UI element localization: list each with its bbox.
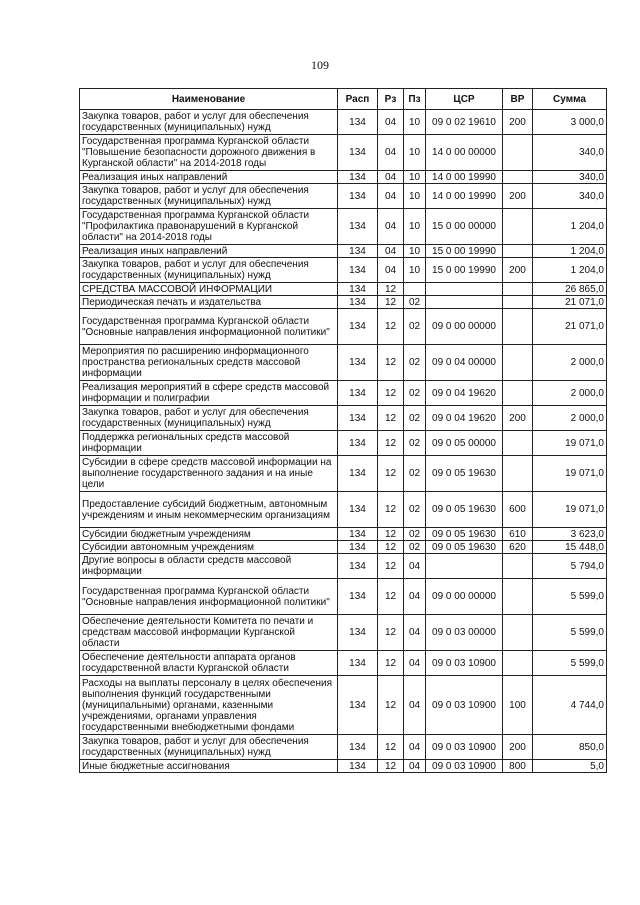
cell-vr (503, 283, 533, 296)
cell-sum: 5 599,0 (533, 579, 607, 615)
cell-name: Закупка товаров, работ и услуг для обеспечения государственных (муниципальных) нужд (80, 258, 338, 283)
cell-csr (426, 554, 503, 579)
cell-pz: 04 (404, 615, 426, 651)
cell-sum: 2 000,0 (533, 406, 607, 431)
cell-pz: 02 (404, 541, 426, 554)
cell-pz: 10 (404, 245, 426, 258)
cell-sum: 340,0 (533, 184, 607, 209)
cell-csr: 09 0 04 19620 (426, 406, 503, 431)
cell-vr: 600 (503, 492, 533, 528)
cell-sum: 1 204,0 (533, 245, 607, 258)
cell-pz: 02 (404, 381, 426, 406)
cell-rasp: 134 (338, 381, 378, 406)
cell-rasp: 134 (338, 171, 378, 184)
table-row (80, 245, 607, 258)
cell-rz: 12 (378, 615, 404, 651)
cell-pz: 10 (404, 258, 426, 283)
cell-rz: 04 (378, 209, 404, 245)
cell-csr: 09 0 05 19630 (426, 528, 503, 541)
cell-name: Реализация иных направлений (80, 171, 338, 184)
cell-csr: 09 0 05 19630 (426, 456, 503, 492)
cell-sum: 850,0 (533, 735, 607, 760)
table-row (80, 309, 607, 345)
table-row (80, 651, 607, 676)
cell-csr: 15 0 00 00000 (426, 209, 503, 245)
cell-vr (503, 456, 533, 492)
cell-rasp: 134 (338, 209, 378, 245)
cell-rasp: 134 (338, 554, 378, 579)
cell-vr: 200 (503, 406, 533, 431)
cell-pz: 04 (404, 735, 426, 760)
cell-name: Поддержка региональных средств массовой информации (80, 431, 338, 456)
cell-pz: 04 (404, 676, 426, 735)
header-pz: Пз (404, 89, 426, 110)
table-row (80, 528, 607, 541)
cell-name: Расходы на выплаты персоналу в целях обеспечения выполнения функций государственными (муниципальными) органами, казенными учреждениями, органами управления государственными внебюджетными фондами (80, 676, 338, 735)
cell-rasp: 134 (338, 110, 378, 135)
cell-rasp: 134 (338, 283, 378, 296)
cell-sum: 340,0 (533, 135, 607, 171)
cell-rasp: 134 (338, 345, 378, 381)
header-csr: ЦСР (426, 89, 503, 110)
cell-sum: 3 623,0 (533, 528, 607, 541)
cell-name: Закупка товаров, работ и услуг для обеспечения государственных (муниципальных) нужд (80, 735, 338, 760)
cell-name: Реализация иных направлений (80, 245, 338, 258)
cell-csr: 14 0 00 00000 (426, 135, 503, 171)
cell-sum: 5 794,0 (533, 554, 607, 579)
cell-rz: 12 (378, 296, 404, 309)
cell-sum: 340,0 (533, 171, 607, 184)
cell-sum: 26 865,0 (533, 283, 607, 296)
cell-csr: 09 0 05 19630 (426, 541, 503, 554)
table-row (80, 258, 607, 283)
table-row (80, 345, 607, 381)
table-row (80, 760, 607, 773)
cell-rasp: 134 (338, 406, 378, 431)
cell-csr: 09 0 02 19610 (426, 110, 503, 135)
cell-csr: 15 0 00 19990 (426, 258, 503, 283)
cell-rasp: 134 (338, 615, 378, 651)
cell-vr: 800 (503, 760, 533, 773)
cell-csr (426, 296, 503, 309)
cell-sum: 5 599,0 (533, 651, 607, 676)
table-row (80, 296, 607, 309)
cell-sum: 3 000,0 (533, 110, 607, 135)
cell-rasp: 134 (338, 528, 378, 541)
cell-vr: 200 (503, 735, 533, 760)
cell-rasp: 134 (338, 431, 378, 456)
cell-rasp: 134 (338, 135, 378, 171)
cell-sum: 5,0 (533, 760, 607, 773)
cell-name: Обеспечение деятельности Комитета по печати и средствам массовой информации Курганской области (80, 615, 338, 651)
cell-vr (503, 554, 533, 579)
cell-rz: 12 (378, 492, 404, 528)
cell-pz: 10 (404, 135, 426, 171)
table-row (80, 431, 607, 456)
cell-vr (503, 245, 533, 258)
cell-rz: 12 (378, 541, 404, 554)
cell-pz: 04 (404, 579, 426, 615)
cell-name: Закупка товаров, работ и услуг для обеспечения государственных (муниципальных) нужд (80, 110, 338, 135)
cell-vr: 100 (503, 676, 533, 735)
cell-sum: 21 071,0 (533, 296, 607, 309)
table-row (80, 554, 607, 579)
cell-name: Государственная программа Курганской области "Основные направления информационной политики" (80, 309, 338, 345)
cell-csr: 15 0 00 19990 (426, 245, 503, 258)
cell-name: СРЕДСТВА МАССОВОЙ ИНФОРМАЦИИ (80, 283, 338, 296)
cell-pz: 02 (404, 345, 426, 381)
cell-vr (503, 296, 533, 309)
cell-csr: 09 0 00 00000 (426, 309, 503, 345)
cell-vr: 200 (503, 110, 533, 135)
cell-rz: 04 (378, 110, 404, 135)
cell-name: Государственная программа Курганской области "Основные направления информационной политики" (80, 579, 338, 615)
cell-pz: 10 (404, 110, 426, 135)
cell-pz: 04 (404, 554, 426, 579)
cell-sum: 19 071,0 (533, 431, 607, 456)
cell-rasp: 134 (338, 296, 378, 309)
table-row (80, 171, 607, 184)
cell-rasp: 134 (338, 245, 378, 258)
cell-rz: 12 (378, 528, 404, 541)
cell-csr (426, 283, 503, 296)
cell-sum: 19 071,0 (533, 492, 607, 528)
header-rz: Рз (378, 89, 404, 110)
cell-pz: 02 (404, 528, 426, 541)
cell-rz: 04 (378, 184, 404, 209)
cell-rz: 12 (378, 651, 404, 676)
cell-name: Периодическая печать и издательства (80, 296, 338, 309)
cell-csr: 14 0 00 19990 (426, 184, 503, 209)
cell-rz: 12 (378, 554, 404, 579)
table-row (80, 541, 607, 554)
cell-pz: 10 (404, 209, 426, 245)
cell-sum: 15 448,0 (533, 541, 607, 554)
cell-name: Обеспечение деятельности аппарата органов государственной власти Курганской области (80, 651, 338, 676)
cell-name: Другие вопросы в области средств массовой информации (80, 554, 338, 579)
cell-pz (404, 283, 426, 296)
table-row (80, 209, 607, 245)
cell-csr: 09 0 00 00000 (426, 579, 503, 615)
cell-name: Мероприятия по расширению информационного пространства региональных средств массовой информации (80, 345, 338, 381)
cell-vr: 620 (503, 541, 533, 554)
cell-csr: 09 0 04 19620 (426, 381, 503, 406)
cell-rz: 12 (378, 676, 404, 735)
cell-vr (503, 171, 533, 184)
cell-sum: 1 204,0 (533, 209, 607, 245)
cell-sum: 1 204,0 (533, 258, 607, 283)
cell-pz: 04 (404, 651, 426, 676)
cell-sum: 5 599,0 (533, 615, 607, 651)
cell-rz: 12 (378, 431, 404, 456)
cell-csr: 09 0 03 10900 (426, 651, 503, 676)
header-sum: Сумма (533, 89, 607, 110)
cell-vr (503, 135, 533, 171)
budget-table (79, 88, 607, 773)
table-row (80, 676, 607, 735)
cell-name: Предоставление субсидий бюджетным, автономным учреждениям и иным некоммерческим организациям (80, 492, 338, 528)
cell-rasp: 134 (338, 676, 378, 735)
cell-rasp: 134 (338, 651, 378, 676)
cell-csr: 09 0 05 00000 (426, 431, 503, 456)
table-row (80, 456, 607, 492)
cell-pz: 02 (404, 492, 426, 528)
cell-rasp: 134 (338, 184, 378, 209)
cell-pz: 02 (404, 456, 426, 492)
cell-rz: 04 (378, 258, 404, 283)
page-number: 109 (311, 58, 329, 72)
cell-name: Субсидии в сфере средств массовой информации на выполнение государственного задания и на иные цели (80, 456, 338, 492)
table-row (80, 735, 607, 760)
cell-name: Субсидии бюджетным учреждениям (80, 528, 338, 541)
cell-rz: 12 (378, 456, 404, 492)
cell-csr: 14 0 00 19990 (426, 171, 503, 184)
table-row (80, 184, 607, 209)
table-row (80, 615, 607, 651)
cell-csr: 09 0 03 10900 (426, 760, 503, 773)
cell-pz: 04 (404, 760, 426, 773)
cell-rasp: 134 (338, 456, 378, 492)
cell-rasp: 134 (338, 735, 378, 760)
table-row (80, 579, 607, 615)
cell-vr: 200 (503, 258, 533, 283)
cell-rasp: 134 (338, 541, 378, 554)
cell-name: Закупка товаров, работ и услуг для обеспечения государственных (муниципальных) нужд (80, 406, 338, 431)
table-row (80, 381, 607, 406)
cell-sum: 2 000,0 (533, 345, 607, 381)
cell-vr (503, 209, 533, 245)
cell-rz: 12 (378, 381, 404, 406)
cell-sum: 21 071,0 (533, 309, 607, 345)
cell-pz: 10 (404, 184, 426, 209)
cell-rasp: 134 (338, 760, 378, 773)
cell-csr: 09 0 03 00000 (426, 615, 503, 651)
cell-vr (503, 345, 533, 381)
table-row (80, 492, 607, 528)
cell-pz: 10 (404, 171, 426, 184)
cell-rasp: 134 (338, 579, 378, 615)
cell-sum: 2 000,0 (533, 381, 607, 406)
cell-rz: 12 (378, 760, 404, 773)
cell-rz: 04 (378, 171, 404, 184)
cell-name: Государственная программа Курганской области "Повышение безопасности дорожного движения в Курганской области" на 2014-2018 годы (80, 135, 338, 171)
cell-pz: 02 (404, 296, 426, 309)
cell-pz: 02 (404, 309, 426, 345)
cell-vr: 610 (503, 528, 533, 541)
header-rasp: Расп (338, 89, 378, 110)
cell-rz: 12 (378, 309, 404, 345)
header-name: Наименование (80, 89, 338, 110)
cell-name: Иные бюджетные ассигнования (80, 760, 338, 773)
cell-name: Закупка товаров, работ и услуг для обеспечения государственных (муниципальных) нужд (80, 184, 338, 209)
cell-vr (503, 309, 533, 345)
cell-vr (503, 651, 533, 676)
cell-rasp: 134 (338, 258, 378, 283)
table-header-row (80, 89, 607, 110)
cell-vr: 200 (503, 184, 533, 209)
cell-pz: 02 (404, 431, 426, 456)
cell-rz: 12 (378, 579, 404, 615)
table-row (80, 283, 607, 296)
table-body (80, 110, 607, 773)
cell-rz: 12 (378, 283, 404, 296)
cell-vr (503, 431, 533, 456)
cell-name: Государственная программа Курганской области "Профилактика правонарушений в Курганской области" на 2014-2018 годы (80, 209, 338, 245)
table-row (80, 406, 607, 431)
cell-vr (503, 579, 533, 615)
cell-sum: 4 744,0 (533, 676, 607, 735)
cell-pz: 02 (404, 406, 426, 431)
cell-rasp: 134 (338, 492, 378, 528)
cell-rz: 12 (378, 735, 404, 760)
cell-vr (503, 615, 533, 651)
cell-rasp: 134 (338, 309, 378, 345)
header-vr: ВР (503, 89, 533, 110)
cell-name: Реализация мероприятий в сфере средств массовой информации и полиграфии (80, 381, 338, 406)
cell-rz: 04 (378, 135, 404, 171)
table-row (80, 135, 607, 171)
cell-csr: 09 0 05 19630 (426, 492, 503, 528)
cell-csr: 09 0 04 00000 (426, 345, 503, 381)
cell-csr: 09 0 03 10900 (426, 676, 503, 735)
cell-sum: 19 071,0 (533, 456, 607, 492)
cell-rz: 04 (378, 245, 404, 258)
table-row (80, 110, 607, 135)
cell-rz: 12 (378, 406, 404, 431)
cell-csr: 09 0 03 10900 (426, 735, 503, 760)
cell-rz: 12 (378, 345, 404, 381)
cell-vr (503, 381, 533, 406)
cell-name: Субсидии автономным учреждениям (80, 541, 338, 554)
